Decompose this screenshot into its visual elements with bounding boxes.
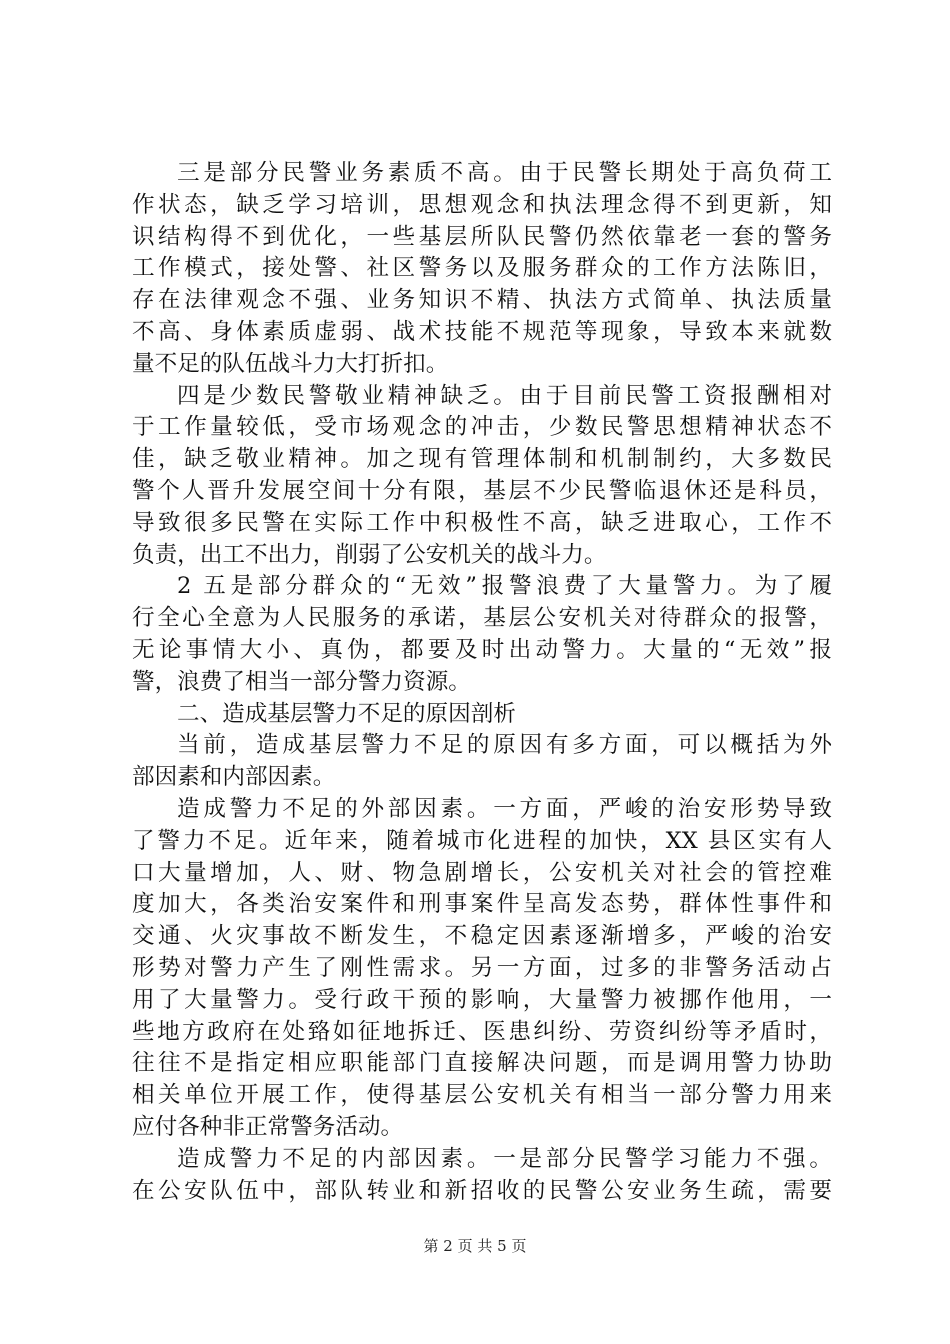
paragraph [132,699,832,731]
paragraph-line: 往往不是指定相应职能部门直接解决问题，而是调用警力协助 [132,1050,832,1077]
paragraph-line: 四是少数民警敬业精神缺乏。由于目前民警工资报酬相对 [177,382,832,409]
paragraph-line: 佳，缺乏敬业精神。加之现有管理体制和机制制约，大多数民 [132,446,832,473]
paragraph-line: 造成警力不足的外部因素。一方面，严峻的治安形势导致 [177,795,832,822]
paragraph-line: 形势对警力产生了刚性需求。另一方面，过多的非警务活动占 [132,954,832,981]
paragraph [132,730,832,794]
paragraph-line: 负责，出工不出力，削弱了公安机关的战斗力。 [132,541,607,568]
paragraph [132,381,832,572]
paragraph-line: 不高、身体素质虚弱、战术技能不规范等现象，导致本来就数 [132,318,832,345]
paragraph-line: 应付各种非正常警务活动。 [132,1113,404,1140]
paragraph-line: 工作模式，接处警、社区警务以及服务群众的工作方法陈旧， [132,255,832,282]
paragraph [132,571,832,698]
paragraph-line: 当前，造成基层警力不足的原因有多方面，可以概括为外 [177,732,832,759]
paragraph-line: 2 五是部分群众的“无效”报警浪费了大量警力。为了履 [177,573,832,600]
paragraph-line: 口大量增加，人、财、物急剧增长，公安机关对社会的管控难 [132,859,832,886]
paragraph-line: 相关单位开展工作，使得基层公安机关有相当一部分警力用来 [132,1082,832,1109]
page-footer: 第 2 页 共 5 页 [423,1237,527,1255]
paragraph [132,1144,832,1208]
paragraph-line: 些地方政府在处臵如征地拆迁、医患纠纷、劳资纠纷等矛盾时， [132,1018,832,1045]
paragraph-line: 在公安队伍中，部队转业和新招收的民警公安业务生疏，需要 [132,1177,832,1204]
document-body [132,158,832,1207]
paragraph [132,158,832,381]
paragraph-line: 三是部分民警业务素质不高。由于民警长期处于高负荷工 [177,160,832,186]
paragraph-line: 二、造成基层警力不足的原因剖析 [177,700,516,727]
paragraph-line: 了警力不足。近年来，随着城市化进程的加快，XX 县区实有人 [132,827,832,854]
paragraph-line: 部因素和内部因素。 [132,764,336,791]
paragraph-line: 行全心全意为人民服务的承诺，基层公安机关对待群众的报警， [132,605,832,632]
paragraph-line: 作状态，缺乏学习培训，思想观念和执法理念得不到更新，知 [132,191,832,218]
paragraph-line: 存在法律观念不强、业务知识不精、执法方式简单、执法质量 [132,287,832,314]
paragraph-line: 警，浪费了相当一部分警力资源。 [132,668,471,695]
paragraph-line: 警个人晋升发展空间十分有限，基层不少民警临退休还是科员， [132,477,832,504]
paragraph-line: 无论事情大小、真伪，都要及时出动警力。大量的“无效”报 [132,636,832,663]
paragraph-line: 导致很多民警在实际工作中积极性不高，缺乏进取心，工作不 [132,509,832,536]
paragraph [132,794,832,1144]
paragraph-line: 量不足的队伍战斗力大打折扣。 [132,350,449,377]
paragraph-line: 交通、火灾事故不断发生，不稳定因素逐渐增多，严峻的治安 [132,923,832,950]
paragraph-line: 识结构得不到优化，一些基层所队民警仍然依靠老一套的警务 [132,223,832,250]
paragraph-line: 度加大，各类治安案件和刑事案件呈高发态势，群体性事件和 [132,891,832,918]
paragraph-line: 于工作量较低，受市场观念的冲击，少数民警思想精神状态不 [132,414,832,441]
paragraph-line: 造成警力不足的内部因素。一是部分民警学习能力不强。 [177,1145,832,1172]
paragraph-line: 用了大量警力。受行政干预的影响，大量警力被挪作他用，一 [132,986,832,1013]
